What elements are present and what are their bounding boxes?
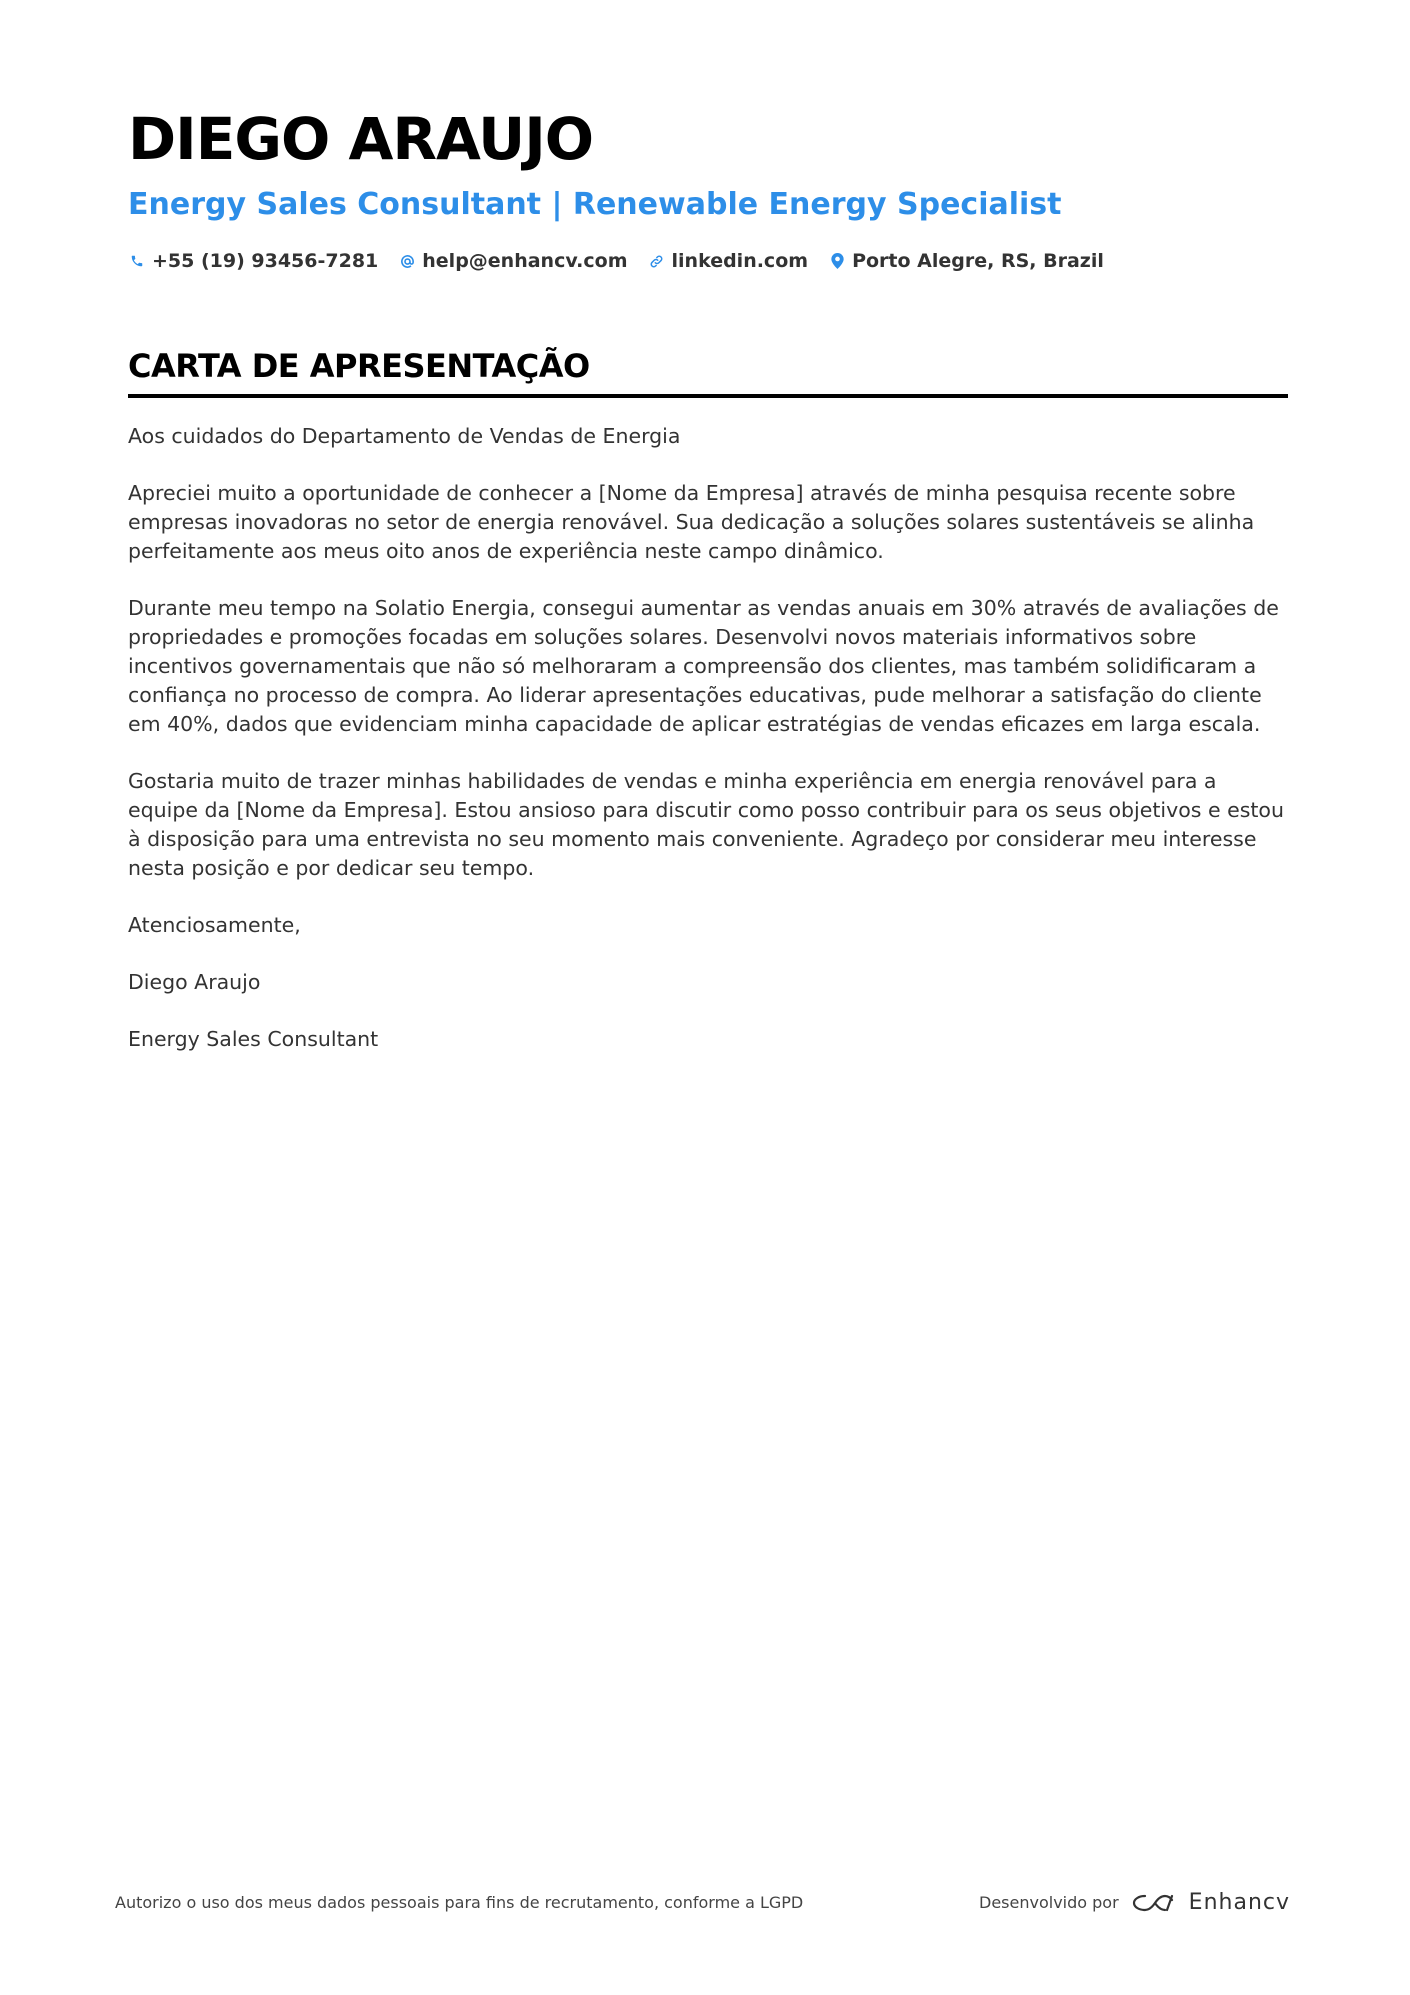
contact-linkedin-text: linkedin.com xyxy=(671,250,809,272)
letter-paragraph: Gostaria muito de trazer minhas habilidades de vendas e minha experiência em energia renovável para a equipe da [Nome da Empresa]. Estou ansioso para discutir como posso contribuir para os seus objetivos e estou à disposição para uma entrevista no seu momento mais conveniente. Agradeço por considerar meu interesse nesta posição e por dedicar seu tempo. xyxy=(128,769,1284,880)
contact-location xyxy=(828,250,1104,272)
cover-letter-page xyxy=(128,105,1288,1082)
letter-paragraph: Apreciei muito a oportunidade de conhecer a [Nome da Empresa] através de minha pesquisa recente sobre empresas inovadoras no setor de energia renovável. Sua dedicação a soluções solares sustentáveis se alinha perfeitamente aos meus oito anos de experiência neste campo dinâmico. xyxy=(128,481,1255,563)
letter-body xyxy=(128,422,1288,1054)
contact-location-text: Porto Alegre, RS, Brazil xyxy=(852,250,1104,272)
enhancv-logo-icon xyxy=(1131,1891,1177,1915)
contact-bar xyxy=(128,250,1288,272)
contact-phone[interactable] xyxy=(128,250,378,272)
candidate-name: DIEGO ARAUJO xyxy=(128,105,594,173)
letter-paragraph: Durante meu tempo na Solatio Energia, consegui aumentar as vendas anuais em 30% através de avaliações de propriedades e promoções focadas em soluções solares. Desenvolvi novos materiais informativos sobre incentivos governamentais que não só melhoraram a compreensão dos clientes, mas também solidificaram a confiança no processo de compra. Ao liderar apresentações educativas, pude melhorar a satisfação do cliente em 40%, dados que evidenciam minha capacidade de aplicar estratégias de vendas eficazes em larga escala. xyxy=(128,596,1279,736)
phone-icon xyxy=(128,252,146,270)
powered-by-label: Desenvolvido por xyxy=(979,1893,1119,1912)
powered-by[interactable] xyxy=(979,1890,1290,1915)
contact-email-text: help@enhancv.com xyxy=(422,250,628,272)
section-divider xyxy=(128,394,1288,398)
link-icon xyxy=(648,252,666,270)
at-icon xyxy=(398,252,416,270)
letter-closing: Atenciosamente, xyxy=(128,913,301,937)
contact-phone-text: +55 (19) 93456-7281 xyxy=(152,250,379,272)
page-footer xyxy=(115,1890,1290,1915)
contact-email[interactable] xyxy=(398,250,627,272)
candidate-title: Energy Sales Consultant | Renewable Energy Specialist xyxy=(128,187,1062,222)
location-pin-icon xyxy=(828,252,846,270)
signature-title: Energy Sales Consultant xyxy=(128,1027,379,1051)
signature-name: Diego Araujo xyxy=(128,970,261,994)
section-title: CARTA DE APRESENTAÇÃO xyxy=(128,347,590,385)
enhancv-brand: Enhancv xyxy=(1188,1890,1290,1915)
letter-salutation: Aos cuidados do Departamento de Vendas de Energia xyxy=(128,424,681,448)
lgpd-consent: Autorizo o uso dos meus dados pessoais para fins de recrutamento, conforme a LGPD xyxy=(115,1893,804,1912)
contact-linkedin[interactable] xyxy=(648,250,809,272)
